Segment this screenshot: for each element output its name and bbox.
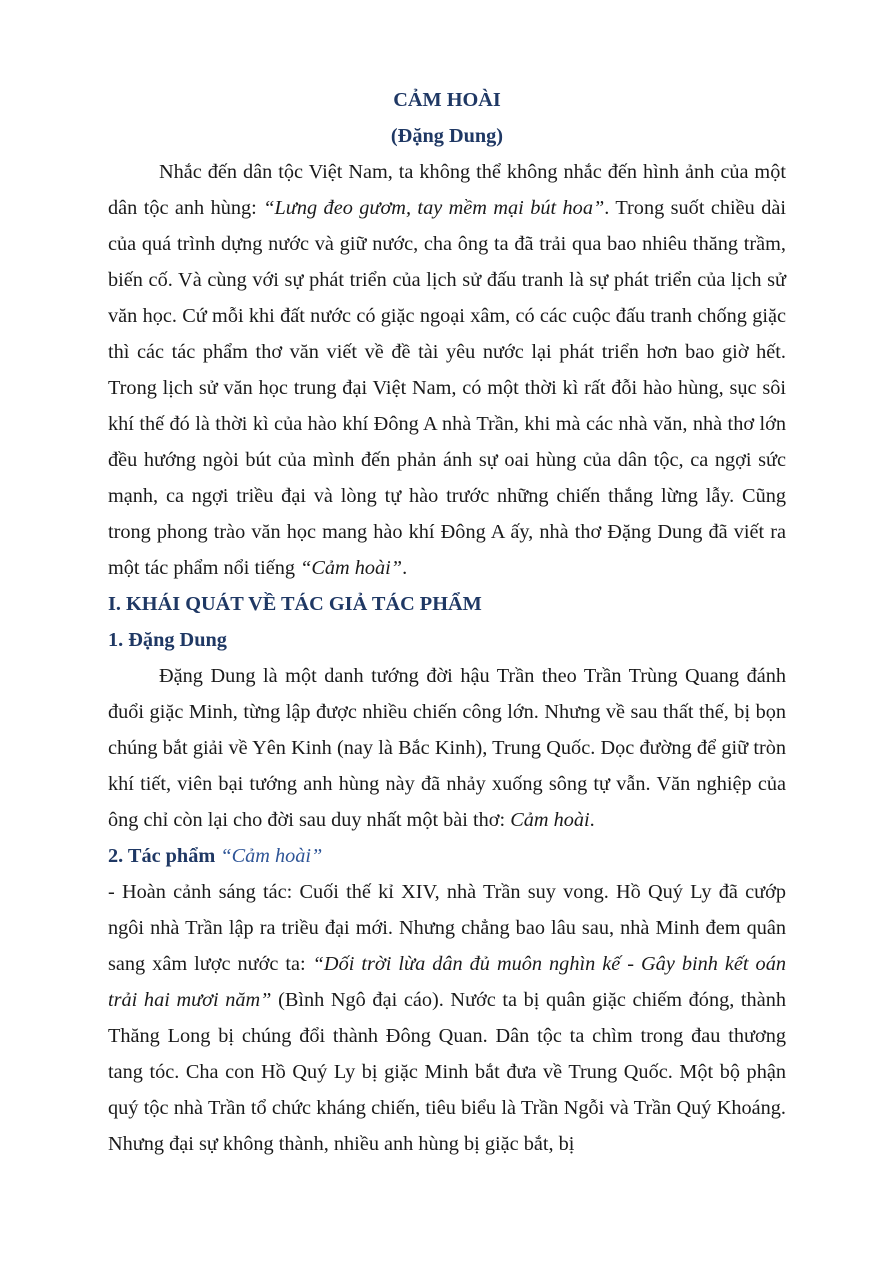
document-title: CẢM HOÀI: [393, 89, 501, 111]
intro-text-3: .: [402, 557, 408, 579]
subheading-author: 1. Đặng Dung: [108, 629, 227, 651]
author-text-end: .: [589, 809, 595, 831]
section-heading-overview: I. KHÁI QUÁT VỀ TÁC GIẢ TÁC PHẨM: [108, 593, 482, 615]
intro-paragraph: [108, 154, 786, 586]
intro-text-2: . Trong suốt chiều dài của quá trình dựng nước và giữ nước, cha ông ta đã trải qua bao nhiêu thăng trầm, biến cố. Và cùng với sự phát triển của lịch sử đấu tranh là sự phát triển của lịch sử văn học. Cứ mỗi khi đất nước có giặc ngoại xâm, có các cuộc đấu tranh chống giặc thì các tác phẩm thơ văn viết về đề tài yêu nước lại phát triển hơn bao giờ hết. Trong lịch sử văn học trung đại Việt Nam, có một thời kì rất đỗi hào hùng, sục sôi khí thế đó là thời kì của hào khí Đông A nhà Trần, khi mà các nhà văn, nhà thơ lớn đều hướng ngòi bút của mình đến phản ánh sự oai hùng của dân tộc, ca ngợi sức mạnh, ca ngợi triều đại và lòng tự hào trước những chiến thắng lừng lẫy. Cũng trong phong trào văn học mang hào khí Đông A ấy, nhà thơ Đặng Dung đã viết ra một tác phẩm nổi tiếng: [108, 197, 787, 579]
subheading-work-title: “Cảm hoài”: [220, 845, 323, 867]
author-paragraph: [108, 658, 786, 838]
context-paragraph: [108, 874, 786, 1162]
context-text-1: - Hoàn cảnh sáng tác: Cuối thế kỉ XIV, nhà Trần suy vong. Hồ Quý Ly đã cướp ngôi nhà Trần lập ra triều đại mới. Nhưng chẳng bao lâu sau, nhà Minh đem quân sang xâm lược nước ta:: [108, 881, 786, 975]
intro-text-1: Nhắc đến dân tộc Việt Nam, ta không thể không nhắc đến hình ảnh của một dân tộc anh hùng:: [108, 161, 786, 219]
author-work-title: Cảm hoài: [510, 809, 590, 831]
intro-quote-1: “Lưng đeo gươm, tay mềm mại bút hoa”: [263, 197, 605, 219]
subheading-work-label: 2. Tác phẩm: [108, 845, 221, 867]
document-author: (Đặng Dung): [390, 125, 504, 147]
subheading-work: [108, 838, 786, 874]
author-text: Đặng Dung là một danh tướng đời hậu Trần theo Trần Trùng Quang đánh đuổi giặc Minh, từng lập được nhiều chiến công lớn. Nhưng về sau thất thế, bị bọn chúng bắt giải về Yên Kinh (nay là Bắc Kinh), Trung Quốc. Dọc đường để giữ tròn khí tiết, viên bại tướng anh hùng này đã nhảy xuống sông tự vẫn. Văn nghiệp của ông chỉ còn lại cho đời sau duy nhất một bài thơ:: [108, 665, 786, 831]
context-text-2: (Bình Ngô đại cáo). Nước ta bị quân giặc chiếm đóng, thành Thăng Long bị chúng đổi thành Đông Quan. Dân tộc ta chìm trong đau thương tang tóc. Cha con Hồ Quý Ly bị giặc Minh bắt đưa về Trung Quốc. Một bộ phận quý tộc nhà Trần tổ chức kháng chiến, tiêu biểu là Trần Ngỗi và Trần Quý Khoáng. Nhưng đại sự không thành, nhiều anh hùng bị giặc bắt, bị: [108, 989, 786, 1155]
intro-quote-2: “Cảm hoài”: [300, 557, 403, 579]
document-page: [108, 82, 786, 1162]
context-quote: “Dối trời lừa dân đủ muôn nghìn kế - Gây binh kết oán trải hai mươi năm”: [108, 953, 786, 1011]
